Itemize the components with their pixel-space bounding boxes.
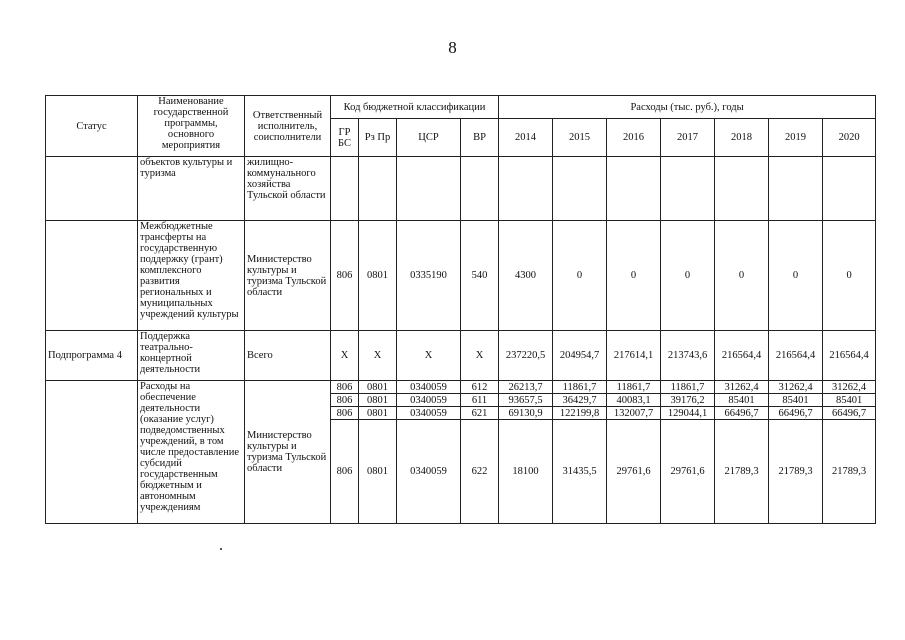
row-value: 85401 — [715, 394, 769, 407]
row-grbs: Х — [331, 331, 359, 381]
row-value: 0 — [823, 221, 876, 331]
row-vr: 612 — [461, 381, 499, 394]
row-value: 216564,4 — [769, 331, 823, 381]
row-rzpr: 0801 — [359, 420, 397, 524]
row-value: 31435,5 — [553, 420, 607, 524]
table-row — [46, 331, 876, 381]
table-row — [46, 221, 876, 331]
header-vr: ВР — [461, 119, 499, 157]
row-value: 21789,3 — [715, 420, 769, 524]
header-year: 2019 — [769, 119, 823, 157]
row-value: 4300 — [499, 221, 553, 331]
header-program-name: Наименование государственной программы, основного мероприятия — [138, 96, 245, 157]
row-grbs: 806 — [331, 420, 359, 524]
row-value: 31262,4 — [769, 381, 823, 394]
group-executor: Министерство культуры и туризма Тульской области — [245, 381, 331, 524]
row-value: 11861,7 — [553, 381, 607, 394]
row-vr: 621 — [461, 407, 499, 420]
row-value: 93657,5 — [499, 394, 553, 407]
row-value: 36429,7 — [553, 394, 607, 407]
row-vr — [461, 157, 499, 221]
row-grbs — [331, 157, 359, 221]
header-year: 2015 — [553, 119, 607, 157]
row-value: 132007,7 — [607, 407, 661, 420]
row-grbs: 806 — [331, 221, 359, 331]
scan-speck — [220, 548, 222, 550]
row-rzpr: 0801 — [359, 381, 397, 394]
row-grbs: 806 — [331, 394, 359, 407]
row-value: 216564,4 — [823, 331, 876, 381]
row-value: 0 — [769, 221, 823, 331]
row-value: 31262,4 — [715, 381, 769, 394]
row-value: 66496,7 — [769, 407, 823, 420]
row-value: 129044,1 — [661, 407, 715, 420]
row-value: 21789,3 — [823, 420, 876, 524]
row-value: 122199,8 — [553, 407, 607, 420]
table-row — [46, 381, 876, 394]
row-csr: 0340059 — [397, 381, 461, 394]
row-executor: жилищно-коммунального хозяйства Тульской области — [245, 157, 331, 221]
row-csr: Х — [397, 331, 461, 381]
row-rzpr: Х — [359, 331, 397, 381]
row-value: 204954,7 — [553, 331, 607, 381]
row-rzpr: 0801 — [359, 407, 397, 420]
row-value: 21789,3 — [769, 420, 823, 524]
row-value: 85401 — [769, 394, 823, 407]
header-executor: Ответственный исполнитель, соисполнители — [245, 96, 331, 157]
header-row-1 — [46, 96, 876, 119]
header-expenses: Расходы (тыс. руб.), годы — [499, 96, 876, 119]
row-rzpr — [359, 157, 397, 221]
row-csr: 0340059 — [397, 407, 461, 420]
header-rzpr: Рз Пр — [359, 119, 397, 157]
row-value — [499, 157, 553, 221]
row-vr: 611 — [461, 394, 499, 407]
row-value — [715, 157, 769, 221]
row-csr: 0340059 — [397, 420, 461, 524]
row-value: 11861,7 — [607, 381, 661, 394]
row-value: 11861,7 — [661, 381, 715, 394]
row-rzpr: 0801 — [359, 394, 397, 407]
page-number: 8 — [448, 38, 457, 57]
row-executor: Министерство культуры и туризма Тульской области — [245, 221, 331, 331]
row-vr: 540 — [461, 221, 499, 331]
row-grbs: 806 — [331, 407, 359, 420]
header-year: 2020 — [823, 119, 876, 157]
row-vr: 622 — [461, 420, 499, 524]
row-value: 26213,7 — [499, 381, 553, 394]
row-value: 39176,2 — [661, 394, 715, 407]
row-program-name: Поддержка театрально-концертной деятельности — [138, 331, 245, 381]
header-status: Статус — [46, 96, 138, 157]
row-value: 18100 — [499, 420, 553, 524]
row-rzpr: 0801 — [359, 221, 397, 331]
row-value: 216564,4 — [715, 331, 769, 381]
budget-table — [45, 95, 876, 524]
row-value: 29761,6 — [607, 420, 661, 524]
row-value: 0 — [553, 221, 607, 331]
header-year: 2018 — [715, 119, 769, 157]
row-grbs: 806 — [331, 381, 359, 394]
group-status — [46, 381, 138, 524]
row-value: 66496,7 — [823, 407, 876, 420]
row-value: 31262,4 — [823, 381, 876, 394]
row-value — [823, 157, 876, 221]
row-value — [769, 157, 823, 221]
row-value: 85401 — [823, 394, 876, 407]
row-value: 217614,1 — [607, 331, 661, 381]
row-status: Подпрограмма 4 — [46, 331, 138, 381]
row-status — [46, 157, 138, 221]
header-year: 2014 — [499, 119, 553, 157]
row-csr: 0340059 — [397, 394, 461, 407]
row-value: 0 — [661, 221, 715, 331]
row-value: 237220,5 — [499, 331, 553, 381]
row-program-name: объектов культуры и туризма — [138, 157, 245, 221]
header-grbs: ГР БС — [331, 119, 359, 157]
row-program-name: Межбюджетные трансферты на государственную поддержку (грант) комплексного развития региональных и муниципальных учреждений культуры — [138, 221, 245, 331]
row-value: 0 — [607, 221, 661, 331]
row-csr — [397, 157, 461, 221]
row-value: 69130,9 — [499, 407, 553, 420]
row-value: 66496,7 — [715, 407, 769, 420]
group-program-name: Расходы на обеспечение деятельности (оказание услуг) подведомственных учреждений, в том числе предоставление субсидий государственным бюджетным и автономным учреждениям — [138, 381, 245, 524]
table-row — [46, 157, 876, 221]
row-value: 29761,6 — [661, 420, 715, 524]
row-status — [46, 221, 138, 331]
row-csr: 0335190 — [397, 221, 461, 331]
row-value — [661, 157, 715, 221]
header-csr: ЦСР — [397, 119, 461, 157]
header-year: 2016 — [607, 119, 661, 157]
row-value: 0 — [715, 221, 769, 331]
row-vr: Х — [461, 331, 499, 381]
row-value — [607, 157, 661, 221]
row-executor: Всего — [245, 331, 331, 381]
row-value — [553, 157, 607, 221]
row-value: 40083,1 — [607, 394, 661, 407]
row-value: 213743,6 — [661, 331, 715, 381]
header-budget-code: Код бюджетной классификации — [331, 96, 499, 119]
header-year: 2017 — [661, 119, 715, 157]
